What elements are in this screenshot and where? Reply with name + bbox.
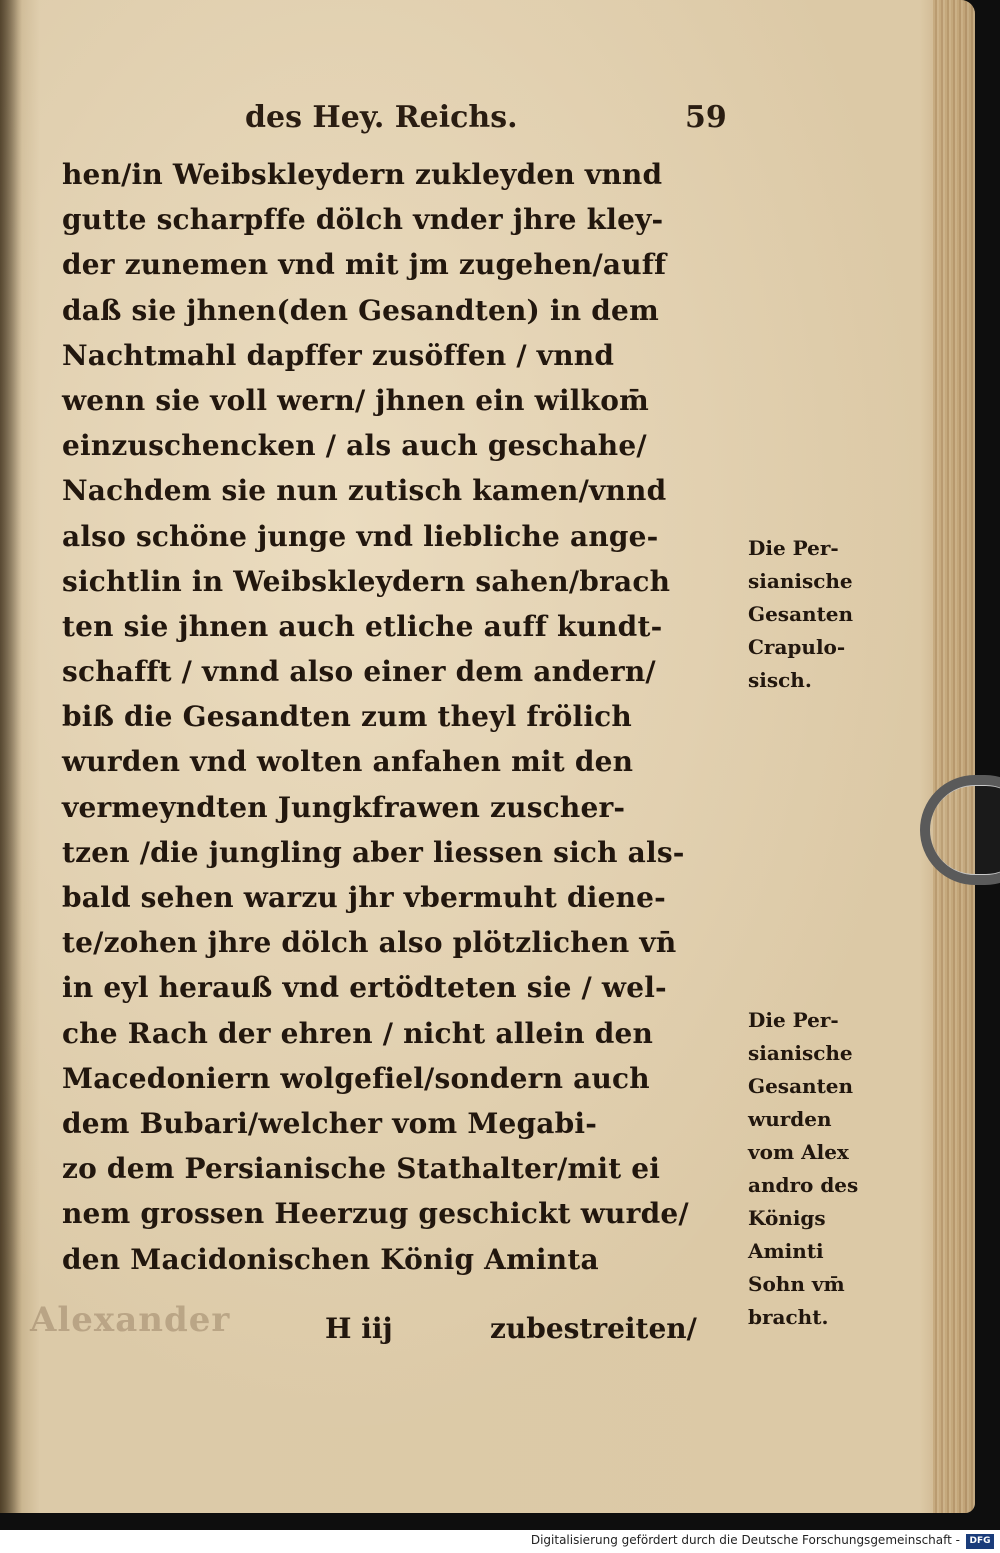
marginal-line: Die Per-	[748, 536, 839, 560]
marginal-line: Gesanten	[748, 1074, 854, 1098]
bleed-through-text: Alexander	[30, 1300, 231, 1340]
text-line: schafft / vnnd also einer dem andern/	[62, 655, 656, 689]
text-line: bald sehen warzu jhr vbermuht diene-	[62, 881, 666, 914]
page-header	[245, 100, 765, 150]
dfg-logo: DFG	[966, 1534, 994, 1549]
text-line: Macedoniern wolgefiel/sondern auch	[62, 1061, 650, 1095]
spine-shadow	[0, 0, 22, 1513]
marginal-line: Königs	[748, 1206, 826, 1230]
text-line: also schöne junge vnd liebliche ange-	[62, 519, 659, 553]
marginal-line: andro des	[748, 1173, 859, 1197]
text-line: dem Bubari/welcher vom Megabi-	[62, 1106, 598, 1140]
marginal-note-1	[748, 532, 888, 697]
text-line: biß die Gesandten zum theyl frölich	[62, 700, 632, 734]
marginal-line: sianische	[748, 569, 853, 593]
marginal-note-2	[748, 1004, 888, 1334]
marginal-line: bracht.	[748, 1305, 829, 1329]
text-line: gutte scharpffe dölch vnder jhre kley-	[62, 203, 664, 237]
marginal-line: sisch.	[748, 668, 812, 692]
text-line: einzuschencken / als auch geschahe/	[62, 429, 647, 463]
text-line: vermeyndten Jungkfrawen zuscher-	[62, 790, 626, 824]
text-line: Nachtmahl dapffer zusöffen / vnnd	[62, 338, 615, 372]
marginal-line: Aminti	[748, 1239, 824, 1263]
text-line: Nachdem sie nun zutisch kamen/vnnd	[62, 474, 667, 508]
body-text	[62, 152, 742, 1282]
marginal-line: wurden	[748, 1107, 832, 1131]
text-line: in eyl herauß vnd ertödteten sie / wel-	[62, 971, 667, 1005]
signature-mark: H iij	[325, 1312, 393, 1345]
catchword: zubestreiten/	[490, 1312, 697, 1345]
marginal-line: Die Per-	[748, 1008, 839, 1032]
page-fore-edge	[933, 0, 975, 1513]
folio-number: 59	[685, 100, 727, 135]
text-line: sichtlin in Weibskleydern sahen/brach	[62, 564, 671, 598]
text-line: daß sie jhnen(den Gesandten) in dem	[62, 293, 659, 327]
text-line: den Macidonischen König Aminta	[62, 1242, 599, 1276]
catch-line	[325, 1312, 745, 1357]
marginal-line: Gesanten	[748, 602, 854, 626]
footer-bar	[0, 1530, 1000, 1553]
marginal-line: sianische	[748, 1041, 853, 1065]
marginal-line: Crapulo-	[748, 635, 846, 659]
text-line: wurden vnd wolten anfahen mit den	[62, 745, 634, 779]
text-line: te/zohen jhre dölch also plötzlichen vn̄	[62, 926, 677, 960]
text-line: ten sie jhnen auch etliche auff kundt-	[62, 609, 663, 643]
text-line: nem grossen Heerzug geschickt wurde/	[62, 1197, 689, 1231]
text-line: der zunemen vnd mit jm zugehen/auff	[62, 248, 667, 282]
running-title: des Hey. Reichs.	[245, 100, 518, 135]
marginal-line: Sohn vm̄	[748, 1272, 845, 1296]
text-line: hen/in Weibskleydern zukleyden vnnd	[62, 158, 663, 191]
text-line: zo dem Persianische Stathalter/mit ei	[62, 1152, 661, 1186]
text-line: che Rach der ehren / nicht allein den	[62, 1016, 654, 1050]
text-line: wenn sie voll wern/ jhnen ein wilkom̄	[62, 383, 649, 417]
text-line: tzen /die jungling aber liessen sich als-	[62, 835, 685, 869]
marginal-line: vom Alex	[748, 1140, 849, 1164]
funding-credit: Digitalisierung gefördert durch die Deutsche Forschungsgemeinschaft -	[530, 1533, 960, 1547]
